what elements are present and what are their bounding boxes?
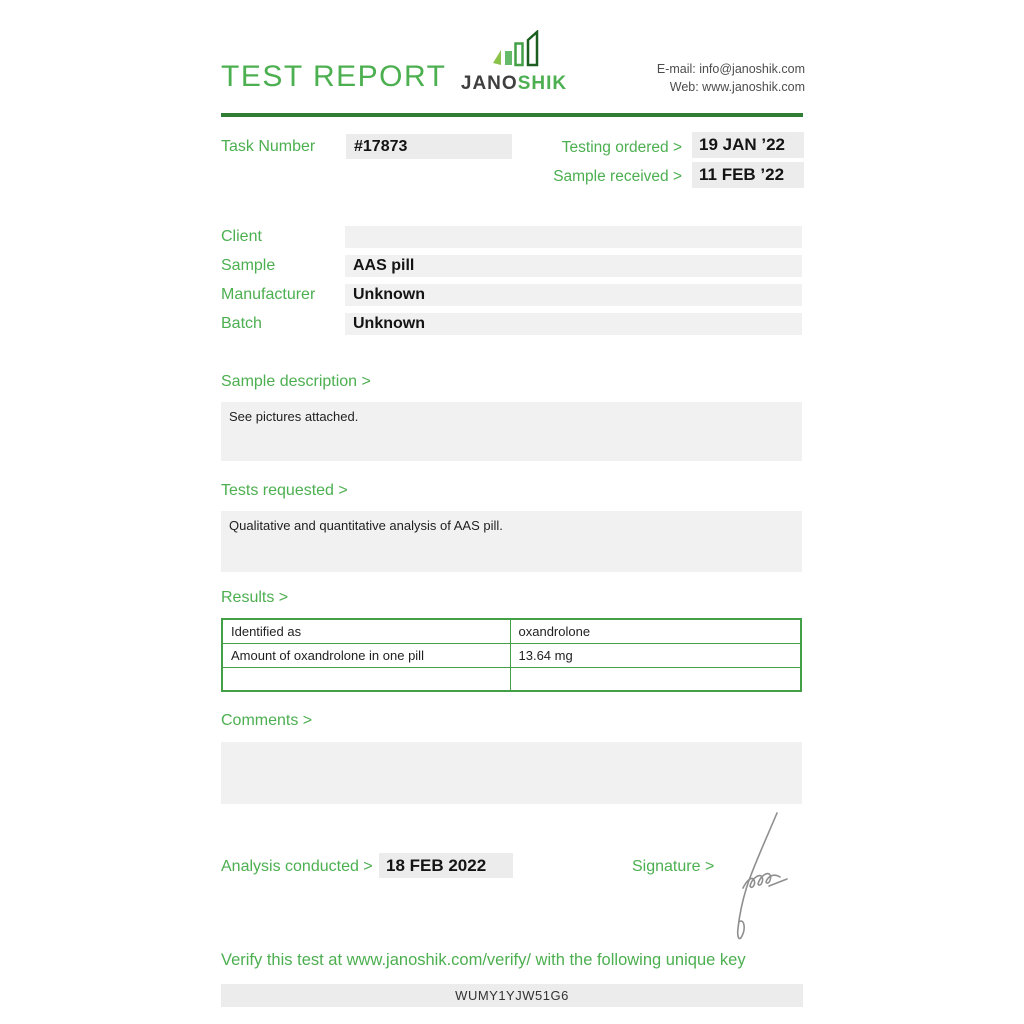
comments-box xyxy=(221,742,802,804)
brand-shik: SHIK xyxy=(517,73,568,94)
growth-chart-icon xyxy=(488,30,546,73)
testing-ordered-label: Testing ordered > xyxy=(561,139,682,156)
tests-requested-box: Qualitative and quantitative analysis of AAS pill. xyxy=(221,511,802,572)
brand-logo xyxy=(450,73,578,95)
signature-label: Signature > xyxy=(632,858,715,875)
testing-ordered-value: 19 JAN ’22 xyxy=(692,132,804,158)
analysis-conducted-value: 18 FEB 2022 xyxy=(379,853,513,878)
manufacturer-label: Manufacturer xyxy=(221,286,316,303)
task-number-label: Task Number xyxy=(221,138,316,155)
manufacturer-value-bar xyxy=(345,284,802,306)
header-divider xyxy=(221,113,803,117)
task-number-value: #17873 xyxy=(346,134,512,159)
result-value: 13.64 mg xyxy=(510,643,801,667)
contact-web: Web: www.janoshik.com xyxy=(669,79,805,94)
page-title: TEST REPORT xyxy=(221,60,447,93)
table-row xyxy=(222,643,801,667)
batch-label: Batch xyxy=(221,315,262,332)
analysis-conducted-label: Analysis conducted > xyxy=(221,858,373,875)
brand-jano: JANO xyxy=(460,73,518,94)
table-row xyxy=(222,619,801,643)
contact-email: E-mail: info@janoshik.com xyxy=(656,62,805,76)
sample-description-heading: Sample description > xyxy=(221,373,371,390)
batch-value: Unknown xyxy=(353,315,425,332)
tests-requested-heading: Tests requested > xyxy=(221,482,348,499)
result-key: Identified as xyxy=(222,619,510,643)
result-value: oxandrolone xyxy=(510,619,801,643)
sample-description-box: See pictures attached. xyxy=(221,402,802,461)
table-row xyxy=(222,667,801,691)
contact-block xyxy=(588,61,805,96)
result-key xyxy=(222,667,510,691)
verify-instruction: Verify this test at www.janoshik.com/verify/ with the following unique key xyxy=(221,951,746,969)
results-table xyxy=(221,618,802,692)
comments-heading: Comments > xyxy=(221,712,313,729)
sample-value-bar xyxy=(345,255,802,277)
verify-key: WUMY1YJW51G6 xyxy=(221,984,803,1007)
manufacturer-value: Unknown xyxy=(353,286,425,303)
result-value xyxy=(510,667,801,691)
sample-label: Sample xyxy=(221,257,276,274)
signature-image xyxy=(713,810,797,951)
results-heading: Results > xyxy=(221,589,289,606)
result-key: Amount of oxandrolone in one pill xyxy=(222,643,510,667)
client-label: Client xyxy=(221,228,262,245)
client-value-bar xyxy=(345,226,802,248)
batch-value-bar xyxy=(345,313,802,335)
sample-received-value: 11 FEB ’22 xyxy=(692,162,804,188)
sample-received-label: Sample received > xyxy=(553,168,682,185)
logo-wedge xyxy=(493,50,501,65)
sample-value: AAS pill xyxy=(353,257,415,274)
